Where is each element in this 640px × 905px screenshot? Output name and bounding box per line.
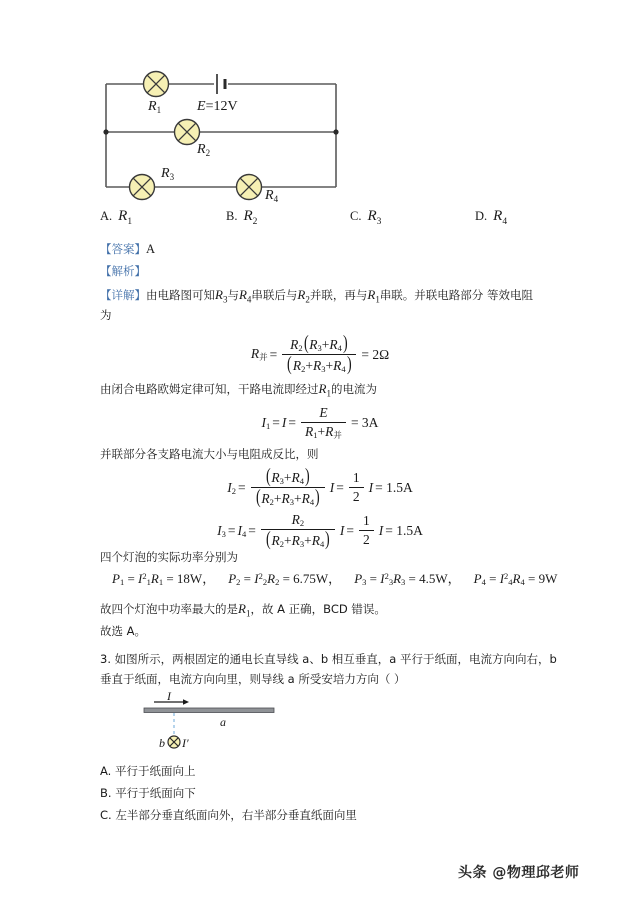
conclusion-text-2: 故选 A。: [100, 624, 147, 638]
f4-half: $\frac{1}{2}$: [359, 513, 374, 548]
f3-tail-i: I: [368, 479, 374, 495]
option-d[interactable]: [475, 208, 507, 227]
power-p2: $P_2 = I^2_2R_2 = 6.75W$，: [228, 571, 342, 588]
detail-text-3: 串联后与: [251, 288, 298, 302]
lamp-label-r1: $R_1$: [148, 99, 162, 115]
question3-option-c[interactable]: [100, 806, 357, 824]
option-a[interactable]: [100, 208, 132, 227]
detail-text-1: 由电路图可知: [146, 288, 215, 302]
f2-lhs2: I: [281, 415, 287, 431]
f2-denominator: $R_1+R_并$: [301, 422, 346, 441]
formula-parallel-resistance: $R_并$ = $\frac{R_2(R_3+R_4)}{(R_2+R_3+R_4)}$ = 2Ω: [250, 332, 390, 376]
option-b-symbol: $R_2$: [243, 208, 258, 227]
f1-result: = 2Ω: [361, 346, 390, 362]
option-c-key: C.: [350, 209, 362, 223]
question3-figure: [142, 689, 342, 756]
f2-numerator: E: [319, 405, 328, 420]
wire-a-bar: [144, 708, 274, 713]
f1-denominator: $(R_2+R_3+R_4)$: [282, 354, 356, 374]
parallel-branch-text: 并联部分各支路电流大小与电阻成反比，则: [100, 447, 319, 461]
q3-option-c-key: C.: [100, 808, 112, 822]
formula-current-i3-i4: $I_3$ = $I_4$ = $\frac{R_2}{(R_2+R_3+R_4)}$ I = $\frac{1}{2}$ I = 1.5A: [217, 512, 423, 551]
option-d-symbol: $R_4$: [493, 208, 508, 227]
f3-mult: I: [329, 479, 335, 495]
question3-stem-text-2: 垂直于纸面，电流方向向里，则导线 a 所受安培力方向（ ）: [100, 672, 406, 686]
answer-tag: 【答案】: [100, 242, 146, 256]
formula-current-i2: $I_2$ = $\frac{(R_3+R_4)}{(R_2+R_3+R_4)}$ I = $\frac{1}{2}$ I = 1.5A: [227, 465, 413, 509]
f4-lhs2: $I_4$: [237, 522, 247, 539]
f2-lhs1: $I_1$: [261, 415, 271, 432]
ohm-law-tail: 的电流为: [330, 382, 377, 396]
f4-fraction: [261, 512, 335, 549]
power-p4: $P_4 = I^2_4R_4 = 9W$: [473, 571, 558, 588]
power-intro-line: [100, 548, 238, 566]
question2-options: [100, 208, 560, 232]
question3-stem-text-1: 如图所示，两根固定的通电长直导线 a、b 相互垂直，a 平行于纸面，电流方向向右，b: [114, 652, 557, 666]
power-p3: $P_3 = I^2_3R_3 = 4.5W$，: [354, 571, 461, 588]
f4-mult: I: [339, 522, 345, 538]
battery-label: E=12V: [197, 99, 238, 114]
analysis-tag: 【解析】: [100, 264, 146, 278]
option-c[interactable]: [350, 208, 381, 227]
answer-value: A: [146, 242, 156, 256]
wire-label-a: a: [220, 715, 226, 729]
q3-option-b-key: B.: [100, 786, 112, 800]
f3-result: = 1.5A: [375, 479, 413, 495]
current-label-I-prime: I′: [182, 736, 189, 750]
option-a-symbol: $R_1$: [118, 208, 133, 227]
option-b-key: B.: [226, 209, 238, 223]
f3-lhs: $I_2$: [227, 479, 237, 496]
q3-option-c-text: 左半部分垂直纸面向外，右半部分垂直纸面向里: [115, 808, 357, 822]
lamp-r1: [144, 72, 169, 97]
circuit-diagram: [96, 62, 426, 204]
f2-fraction: [301, 405, 346, 441]
question3-stem-line-2: [100, 670, 406, 688]
f2-result: = 3A: [350, 415, 379, 431]
option-d-key: D.: [475, 209, 488, 223]
ohm-law-text: 由闭合电路欧姆定律可知，干路电流即经过: [100, 382, 319, 396]
f4-numerator: $R_2$: [291, 512, 305, 529]
conclusion-line-2: [100, 622, 146, 640]
detail-text-2: 与: [227, 288, 239, 302]
question3-stem-line-1: [100, 650, 557, 668]
wei-text: 为: [100, 308, 112, 322]
detail-text-4: 并联，再与: [309, 288, 368, 302]
lamp-r2: [175, 120, 200, 145]
q3-option-a-text: 平行于纸面向上: [114, 764, 196, 778]
f3-numerator: $(R_3+R_4)$: [265, 465, 310, 487]
conclusion-line-1: 故四个灯泡中功率最大的是$R_1$，故 A 正确，BCD 错误。: [100, 601, 386, 619]
option-a-key: A.: [100, 209, 113, 223]
formula-total-current: $I_1$ = I = $\frac{E}{R_1+R_并}$ = 3A: [261, 405, 379, 441]
lamp-r4: [237, 175, 262, 200]
answer-line: [100, 240, 155, 258]
wire-b-symbol: [168, 736, 180, 748]
detail-text-5: 串联。并联电路部分 等效电阻: [379, 288, 533, 302]
conclusion-text-a: 故四个灯泡中功率最大的是: [100, 602, 238, 616]
power-values-row: [112, 568, 570, 587]
node-left: [103, 129, 108, 134]
question3-option-b[interactable]: [100, 784, 196, 802]
question3-number: 3.: [100, 652, 111, 666]
lamp-label-r2: $R_2$: [197, 142, 211, 158]
lamp-r3: [130, 175, 155, 200]
detail-line-1: 【详解】由电路图可知$R_3$与$R_4$串联后与$R_2$并联，再与$R_1$串联。并联电路部分 等效电阻: [100, 287, 533, 305]
q3-option-a-key: A.: [100, 764, 112, 778]
detail-tag: 【详解】: [100, 288, 146, 302]
analysis-line: [100, 262, 146, 280]
f3-denominator: $(R_2+R_3+R_4)$: [251, 487, 325, 507]
ohm-law-line: 由闭合电路欧姆定律可知，干路电流即经过$R_1$的电流为: [100, 381, 377, 399]
question3-option-a[interactable]: [100, 762, 195, 780]
wire-label-b: b: [159, 736, 165, 750]
f4-tail-i: I: [378, 522, 384, 538]
lamp-label-r3: $R_3$: [161, 166, 175, 182]
lamp-label-r4: $R_4$: [265, 188, 279, 204]
f1-lhs: $R_并$: [250, 346, 268, 363]
f3-half: $\frac{1}{2}$: [349, 470, 364, 505]
power-p1: $P_1 = I^2_1R_1 = 18W$，: [112, 571, 216, 588]
f4-denominator: $(R_2+R_3+R_4)$: [261, 529, 335, 549]
current-label-I: I: [167, 689, 171, 703]
f3-fraction: [251, 465, 325, 509]
q3-option-b-text: 平行于纸面向下: [115, 786, 196, 800]
f1-numerator: $R_2(R_3+R_4)$: [290, 332, 348, 354]
option-b[interactable]: [226, 208, 257, 227]
watermark: 头条 @物理邱老师: [458, 865, 580, 881]
f4-result: = 1.5A: [385, 522, 423, 538]
conclusion-text-b: ，故 A 正确，BCD 错误。: [250, 602, 386, 616]
node-right: [333, 129, 338, 134]
detail-line-2: [100, 306, 112, 324]
f4-lhs1: $I_3$: [217, 522, 226, 539]
parallel-branch-line: [100, 445, 319, 463]
option-c-symbol: $R_3$: [367, 208, 382, 227]
power-intro-text: 四个灯泡的实际功率分别为: [100, 550, 238, 564]
